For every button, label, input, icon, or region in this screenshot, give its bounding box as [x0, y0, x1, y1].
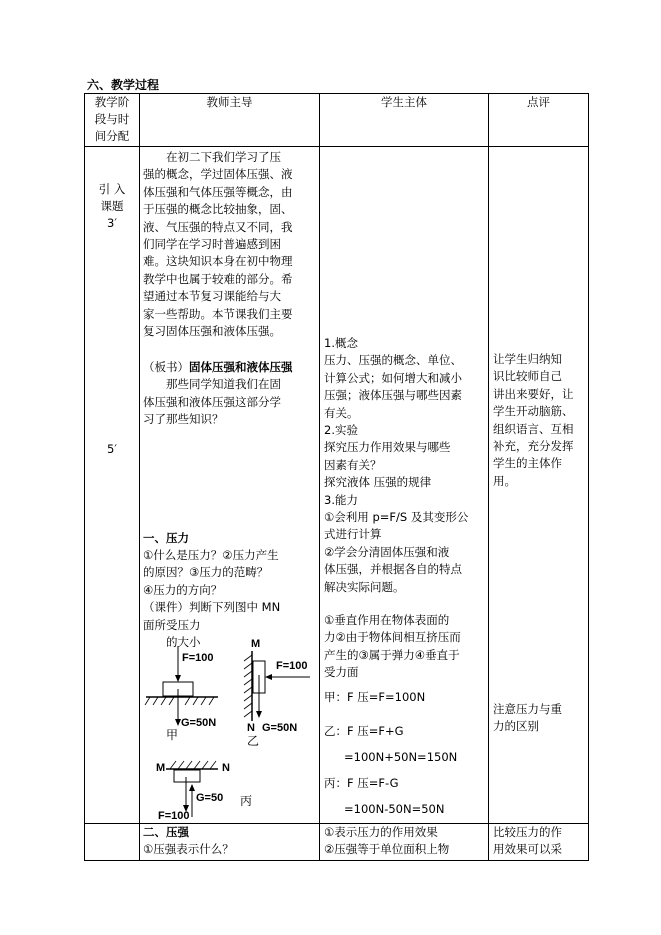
text-line: 计算公式；如何增大和减小 [324, 370, 462, 385]
text-line: 于压强的概念比较抽象，固、 [143, 202, 293, 217]
board-title: 固体压强和液体压强 [189, 360, 293, 374]
student-pressure-answers [324, 612, 488, 682]
teacher-intro-paragraph [143, 149, 319, 340]
force-arrow-head [175, 675, 181, 682]
text-line: 压力、压强的概念、单位、 [324, 353, 462, 368]
text-line: 压强；液体压强与哪些因素 [324, 388, 462, 403]
label-n: N [222, 762, 230, 774]
text-line: 用效果可以采 [493, 842, 562, 856]
calc-yi-1: 乙：F 压=F+G [324, 724, 404, 738]
ground-hatch [145, 697, 214, 705]
label-m: M [156, 762, 166, 774]
text-line: 教学中也属于较难的部分。希 [143, 271, 293, 286]
force-label: F=100 [158, 810, 190, 822]
stage-intro [85, 181, 139, 232]
board-title-line [143, 359, 319, 376]
pressure-question: ①压强表示什么？ [143, 842, 234, 856]
force-label: F=100 [182, 652, 214, 664]
table-row-main [85, 147, 589, 824]
text-line: 家一些帮助。本节课我们主要 [143, 306, 293, 321]
stage-cell [85, 824, 140, 861]
pressure-section-title: 一、压力 [143, 531, 189, 545]
text-line: ①表示压力的作用效果 [324, 825, 438, 839]
gravity-arrow-head [256, 711, 262, 718]
text-line: 的大小 [143, 635, 201, 650]
figure-name: 甲 [166, 728, 179, 742]
force-label: F=100 [276, 660, 308, 672]
header-comment: 点评 [489, 94, 589, 147]
text-line: 的原因？③压力的范畴？ [143, 565, 269, 580]
gravity-label: G=50N [181, 717, 217, 729]
text-line: 望通过本节复习课能给与大 [143, 289, 281, 304]
text-line: 受力面 [324, 665, 359, 680]
text-line: 在初二下我们学习了压 [143, 150, 281, 164]
text-line: 体压强，并根据各自的特点 [324, 562, 462, 577]
text-line: 识比较师自己 [493, 369, 562, 384]
text-line: 体压强和气体压强等概念，由 [143, 184, 293, 199]
text-line: 力的区别 [493, 719, 539, 734]
comment-note [493, 701, 587, 736]
pressure-title: 二、压强 [143, 825, 189, 839]
figure-name: 丙 [240, 794, 253, 808]
text-line: 学生开动脑筋、 [493, 404, 574, 419]
calc-jia: 甲：F 压=F=100N [324, 690, 426, 704]
calc-yi-2: =100N+50N=150N [344, 750, 458, 764]
text-line: 液、气压强的特点又不同，我 [143, 219, 293, 234]
text-line: 体压强和液体压强这部分学 [143, 394, 281, 409]
text-line: 讲出来要好，让 [493, 386, 574, 401]
ceiling-hatch [170, 761, 216, 769]
stage-cell [85, 147, 140, 824]
text-line: 解决实际问题。 [324, 579, 405, 594]
comment-summary [493, 351, 587, 490]
student-cell [320, 147, 489, 824]
text-line: 产生的③属于弹力④垂直于 [324, 647, 460, 662]
teacher-cell [140, 147, 320, 824]
calc-bing-1: 丙：F 压=F-G [324, 776, 399, 790]
text-line: 面所受压力 [143, 617, 201, 632]
text-line: 探究液体 压强的规律 [324, 475, 432, 490]
text-line: 复习固体压强和液体压强。 [143, 324, 281, 339]
text-line: （课件）判断下列图中 MN [143, 600, 281, 615]
comment-cell [489, 824, 589, 861]
force-diagrams [140, 633, 320, 823]
block [174, 770, 200, 782]
header-stage-line: 间分配 [94, 129, 130, 143]
text-line: 比较压力的作 [493, 825, 562, 839]
text-line: 学生的主体作 [493, 456, 562, 471]
text-line: 2.实验 [324, 423, 358, 438]
header-stage-line: 段与时 [94, 112, 130, 126]
figure-bing [156, 761, 252, 822]
text-line: 探究压力作用效果与哪些 [324, 440, 451, 455]
label-m: M [251, 638, 261, 650]
text-line: 力②由于物体间相互挤压而 [324, 630, 461, 645]
stage-line: 引 入 [98, 182, 126, 196]
figure-jia [145, 646, 218, 742]
student-cell [320, 824, 489, 861]
text-line: 强的概念，学过固体压强、液 [143, 167, 293, 182]
stage-line: 课题 [100, 199, 124, 213]
force-arrow-head [189, 784, 195, 791]
text-line: 因素有关？ [324, 457, 382, 472]
teaching-process-table [84, 93, 589, 861]
wall-hatch [244, 655, 252, 717]
text-line: 组织语言、互相 [493, 421, 574, 436]
teacher-board-paragraph [143, 359, 319, 429]
text-line: 式进行计算 [324, 527, 382, 542]
gravity-label: G=50N [262, 722, 298, 734]
text-line: 3.能力 [324, 492, 358, 507]
text-line: ①垂直作用在物体表面的 [324, 613, 450, 627]
calc-bing-2: =100N-50N=50N [344, 802, 445, 816]
figure-yi [244, 638, 310, 748]
teacher-cell [140, 824, 320, 861]
gravity-label: G=50 [196, 792, 224, 804]
figure-name: 乙 [247, 734, 260, 748]
text-line: 1.概念 [324, 336, 358, 350]
text-line: 让学生归纳知 [493, 352, 562, 366]
text-line: 有关。 [324, 405, 359, 420]
table-header-row [85, 94, 589, 147]
stage-time: 5′ [107, 442, 117, 456]
header-stage-line: 教学阶 [94, 95, 130, 109]
header-student: 学生主体 [320, 94, 489, 147]
text-line: 补充，充分发挥 [493, 439, 574, 454]
section-title: 六、教学过程 [87, 78, 160, 92]
table-row-pressure [85, 824, 589, 861]
text-line: 用。 [493, 473, 516, 488]
comment-cell [489, 147, 589, 824]
text-line: 习了那些知识？ [143, 412, 224, 427]
label-n: N [247, 722, 255, 734]
student-summary [324, 335, 488, 596]
text-line: 们同学在学习时普遍感到困 [143, 237, 281, 252]
text-line: ①会利用 p=F/S 及其变形公 [324, 510, 469, 525]
header-teacher: 教师主导 [140, 94, 320, 147]
force-arrow-head [265, 674, 272, 680]
stage-line: 3′ [107, 216, 117, 230]
text-line: 那些同学知道我们在固 [143, 377, 281, 392]
text-line: ①什么是压力？②压力产生 [143, 548, 279, 562]
text-line: 难。这块知识本身在初中物理 [143, 254, 293, 269]
header-stage [85, 94, 140, 147]
text-line: ④压力的方向？ [143, 582, 223, 597]
board-prefix: （板书） [143, 360, 189, 374]
text-line: 注意压力与重 [493, 702, 562, 716]
text-line: ②压强等于单位面积上物 [324, 842, 450, 856]
text-line: ②学会分清固体压强和液 [324, 544, 450, 559]
